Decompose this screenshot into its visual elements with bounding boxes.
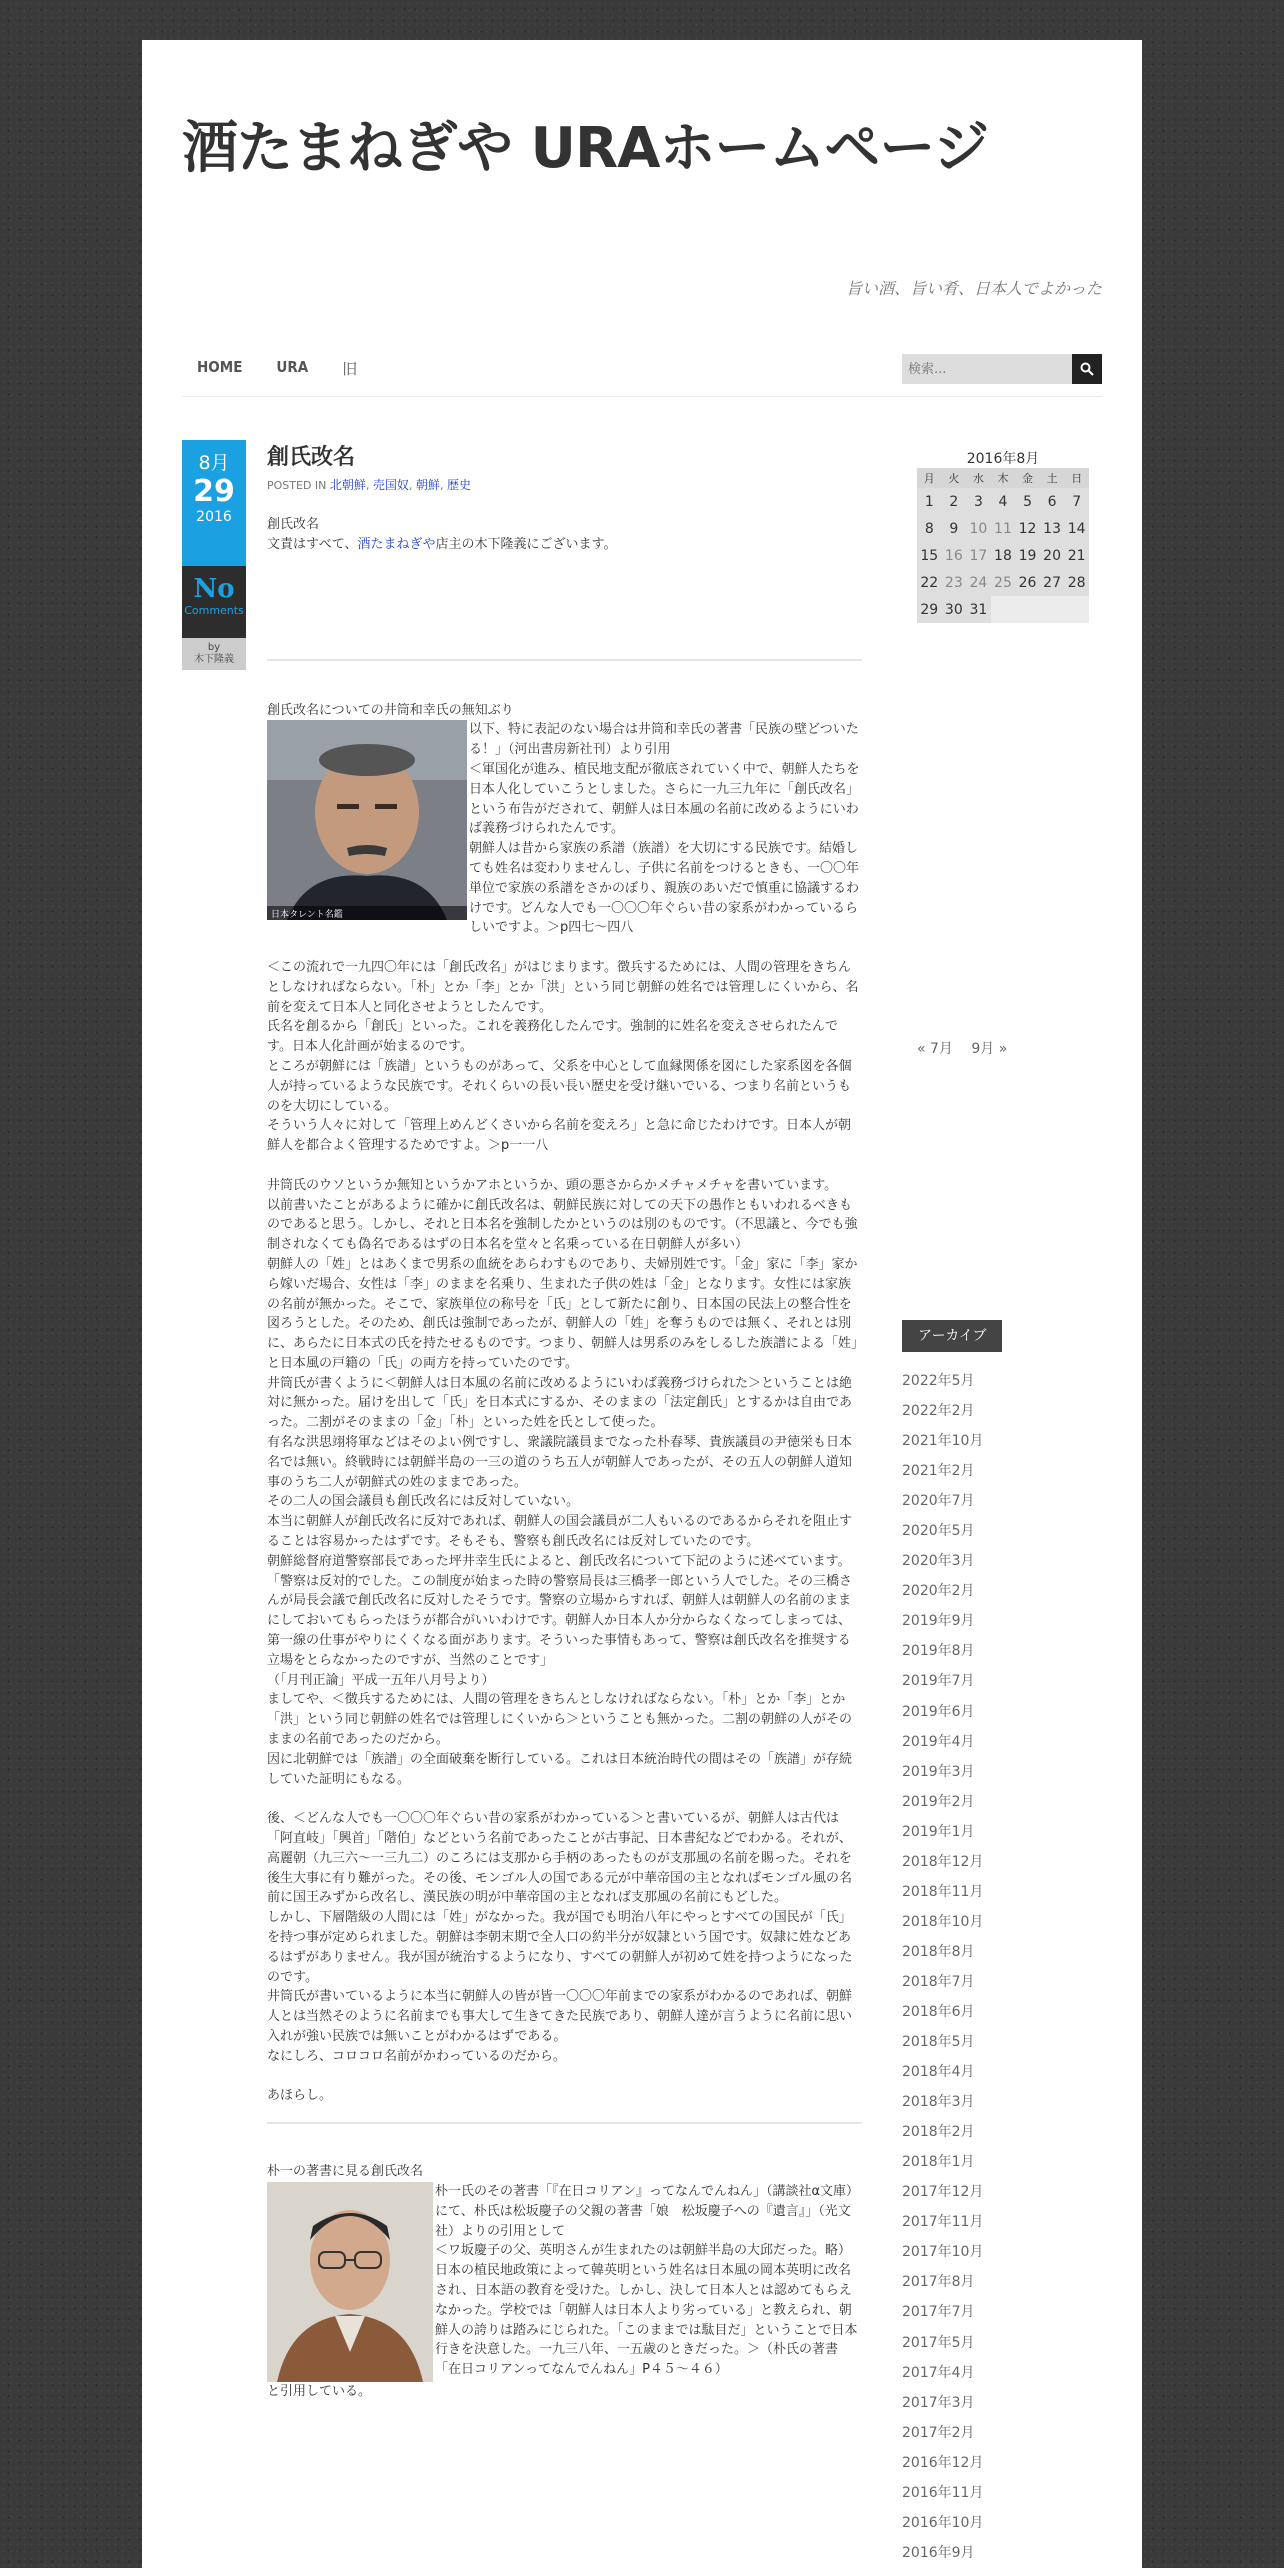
shop-link[interactable]: 酒たまねぎや bbox=[357, 536, 436, 552]
archive-list bbox=[902, 1366, 983, 2568]
category-link[interactable]: 売国奴 bbox=[372, 478, 409, 492]
archive-item[interactable]: 2016年10月 bbox=[902, 2514, 984, 2531]
paragraph: 朝鮮人は昔から家族の系譜（族譜）を大切にする民族です。結婚しても姓名は変わりませんし、子供に名前をつけるときも、一〇〇年単位で家族の系譜をさかのぼり、親族のあいだで慎重に協議するわけです。どんな人でも一〇〇〇年ぐらい昔の家系がわかっているらしいですよ。＞p四七～四八 bbox=[469, 841, 860, 936]
paragraph: 井筒氏が書くように＜朝鮮人は日本風の名前に改めるようにいわば義務づけられた＞ということは絶対に無かった。届けを出して「氏」を日本式にするか、そのままの「法定創氏」とするかは自由であった。二割がそのままの「金」「朴」といった姓を氏として使った。 bbox=[267, 1375, 853, 1431]
archive-item[interactable]: 2017年12月 bbox=[902, 2184, 984, 2201]
paragraph: 有名な洪思翊将軍などはそのよい例ですし、衆議院議員までなった朴春琴、貴族議員の尹徳栄も日本名では無い。終戦時には朝鮮半島の一三の道のうち五人が朝鮮人であったが、その五人の朝鮮人道知事のうち二人が朝鮮式の姓のままであった。 bbox=[267, 1435, 853, 1490]
section-1-body bbox=[267, 720, 862, 2106]
post-article bbox=[267, 440, 862, 2402]
paragraph bbox=[267, 1789, 862, 1809]
calendar-week-row bbox=[917, 542, 1089, 569]
paragraph: その二人の国会議員も創氏改名には反対していない。 bbox=[267, 1494, 580, 1510]
archive-item[interactable]: 2018年6月 bbox=[902, 2003, 975, 2020]
archive-item[interactable]: 2018年10月 bbox=[902, 1913, 984, 1930]
paragraph: 以下、特に表記のない場合は井筒和幸氏の著書「民族の壁どついたる！」（河出書房新社刊）より引用 bbox=[469, 722, 859, 758]
paragraph: そういう人々に対して「管理上めんどくさいから名前を変えろ」と急に命じたわけです。日本人が朝鮮人を都合よく管理するためですよ。＞p一一八 bbox=[267, 1118, 851, 1154]
calendar-day[interactable]: 6 bbox=[1040, 488, 1065, 515]
archive-item[interactable]: 2019年2月 bbox=[902, 1793, 975, 1810]
archive-item[interactable]: 2022年2月 bbox=[902, 1403, 975, 1420]
calendar-nav bbox=[917, 1038, 1021, 1058]
calendar-day[interactable]: 19 bbox=[1015, 542, 1040, 569]
nav-item-home[interactable]: HOME bbox=[197, 358, 243, 376]
paragraph: 朝鮮人の「姓」とはあくまで男系の血統をあらわすものであり、夫婦別姓です。「金」家に「李」家から嫁いだ場合、女性は「李」のままを名乗り、生まれた子供の姓は「金」となります。女性には家族の名前が無かった。そこで、家族単位の称号を「氏」として新たに創り、日本国の民法上の整合性を図ろうとした。そのため、創氏は強制であったが、朝鮮人の「姓」を奪うものでは無く、それとは別に、あらたに日本式の氏を持たせるものです。つまり、朝鮮人は男系のみをしるした族譜による「姓」と日本風の戸籍の「氏」の両方を持っていたのです。 bbox=[267, 1256, 858, 1371]
calendar-day[interactable]: 8 bbox=[917, 515, 942, 542]
paragraph: 井筒氏が書いているように本当に朝鮮人の皆が皆一〇〇〇年前までの家系がわかるのであれば、朝鮮人とは当然そのように名前までも事大して生きてきた民族であり、朝鮮人達が言うように名前に思い入れが強い民族では無いことがわかるはずである。 bbox=[267, 1989, 853, 2044]
section-divider bbox=[267, 659, 862, 661]
category-link[interactable]: 北朝鮮 bbox=[329, 478, 366, 492]
paragraph: 朝鮮総督府道警察部長であった坪井幸生氏によると、創氏改名について下記のように述べています。 bbox=[267, 1553, 851, 1569]
archive-item[interactable]: 2019年1月 bbox=[902, 1823, 975, 1840]
calendar-caption: 2016年8月 bbox=[966, 451, 1040, 467]
calendar-day[interactable]: 20 bbox=[1040, 542, 1065, 569]
post-meta-label: POSTED IN bbox=[267, 479, 327, 492]
post-meta: POSTED IN 北朝鮮, 売国奴, 朝鮮, 歴史 bbox=[267, 478, 471, 492]
calendar-week-row bbox=[917, 515, 1089, 542]
archive-item[interactable]: 2016年9月 bbox=[902, 2544, 975, 2561]
calendar-day[interactable]: 10 bbox=[966, 515, 991, 542]
calendar-day[interactable]: 17 bbox=[966, 542, 991, 569]
post-date-box bbox=[182, 440, 246, 670]
paragraph: と引用している。 bbox=[267, 2383, 372, 2399]
author-name[interactable]: 木下隆義 bbox=[194, 654, 234, 665]
calendar-day[interactable]: 4 bbox=[991, 488, 1016, 515]
calendar-day[interactable]: 14 bbox=[1064, 515, 1089, 542]
section-2 bbox=[267, 2162, 862, 2402]
paragraph: 氏名を創るから「創氏」といった。これを義務化したんです。強制的に姓名を変えさせられたんです。日本人化計画が始まるのです。 bbox=[267, 1019, 838, 1055]
post-date-month: 8月 bbox=[198, 452, 230, 474]
paragraph: （「月刊正論」平成一五年八月号より） bbox=[267, 1672, 495, 1688]
paragraph: ところが朝鮮には「族譜」というものがあって、父系を中心として血縁関係を図にした家系図を各個人が持っているような民族です。それくらいの長い長い歴史を受け継いでいる、つまり名前というものを大切にしている。 bbox=[267, 1058, 852, 1114]
calendar-day[interactable]: 15 bbox=[917, 542, 942, 569]
main-nav bbox=[197, 358, 357, 379]
post-title[interactable]: 創氏改名 bbox=[267, 445, 356, 470]
section-1 bbox=[267, 701, 862, 2107]
comment-count-box[interactable] bbox=[182, 566, 246, 638]
archive-item[interactable]: 2019年3月 bbox=[902, 1763, 975, 1780]
intro-line: 創氏改名 bbox=[267, 517, 320, 532]
archive-item[interactable]: 2018年1月 bbox=[902, 2154, 975, 2171]
comment-label: Comments bbox=[184, 604, 244, 617]
archive-heading: アーカイブ bbox=[902, 1320, 1002, 1352]
post-date-day: 29 bbox=[193, 474, 235, 509]
weekday: 水 bbox=[966, 468, 991, 488]
nav-item-old[interactable]: 旧 bbox=[342, 360, 358, 378]
paragraph: 朴一氏のその著書「『在日コリアン』ってなんでんねん」（講談社α文庫）にて、朴氏は松坂慶子の父親の著書「娘 松坂慶子への『遺言』」（光文社）よりの引用として bbox=[435, 2183, 860, 2239]
author-by: by bbox=[207, 642, 221, 653]
archive-item[interactable]: 2017年7月 bbox=[902, 2304, 975, 2321]
weekday: 木 bbox=[991, 468, 1016, 488]
calendar-day[interactable]: 22 bbox=[917, 569, 942, 596]
paragraph: なにしろ、コロコロ名前がかわっているのだから。 bbox=[267, 2048, 566, 2064]
calendar-day[interactable]: 11 bbox=[991, 515, 1016, 542]
paragraph bbox=[267, 1156, 862, 1176]
calendar-day[interactable]: 2 bbox=[942, 488, 967, 515]
calendar-empty-cell bbox=[1015, 596, 1040, 623]
archive-item[interactable]: 2019年8月 bbox=[902, 1643, 975, 1660]
archive-item[interactable]: 2017年2月 bbox=[902, 2424, 975, 2441]
calendar-day[interactable]: 18 bbox=[991, 542, 1016, 569]
calendar-empty-cell bbox=[991, 596, 1016, 623]
paragraph: ましてや、＜徴兵するためには、人間の管理をきちんとしなければならない。「朴」とか「李」とか「洪」という同じ朝鮮の姓名では管理しにくいから＞ということも無かった。二割の朝鮮の人がそのままの名前であったのだから。 bbox=[267, 1692, 853, 1748]
calendar-day[interactable]: 23 bbox=[942, 569, 967, 596]
photo-caption: 日本タレント名鑑 bbox=[271, 910, 343, 921]
paragraph: しかし、下層階級の人間には「姓」がなかった。我が国でも明治八年にやっとすべての国民が「氏」を持つ事が定められました。朝鮮は李朝末期で全人口の約半分が奴隷という国です。奴隷に姓などあるはずがありません。我が国が統治するようになり、すべての朝鮮人が初めて姓を持つようになったのです。 bbox=[267, 1910, 853, 1985]
calendar-widget bbox=[917, 448, 1089, 1057]
site-tagline: 旨い酒、旨い肴、日本人でよかった bbox=[845, 279, 1102, 298]
paragraph: ＜この流れで一九四〇年には「創氏改名」がはじまります。徴兵するためには、人間の管理をきちんとしなければならない。「朴」とか「李」とか「洪」という同じ朝鮮の姓名では管理しにくいから、名前を変えて日本人と同化させようとしたんです。 bbox=[267, 959, 859, 1015]
weekday: 金 bbox=[1015, 468, 1040, 488]
post-author-box bbox=[182, 638, 246, 670]
portrait-image bbox=[267, 2182, 433, 2382]
search-icon bbox=[1080, 362, 1094, 376]
calendar-day[interactable]: 29 bbox=[917, 596, 942, 623]
calendar-day[interactable]: 3 bbox=[966, 488, 991, 515]
archive-item[interactable]: 2020年2月 bbox=[902, 1583, 975, 1600]
archive-item[interactable]: 2016年12月 bbox=[902, 2454, 984, 2471]
calendar-next-link[interactable]: 9月 » bbox=[971, 1041, 1008, 1057]
archive-item[interactable]: 2019年6月 bbox=[902, 1703, 975, 1720]
paragraph: 以前書いたことがあるように確かに創氏改名は、朝鮮民族に対しての天下の愚作ともいわれるべきものであると思う。しかし、それと日本名を強制したかというのは別のものです。（不思議と、今でも強制されなくても偽名であるはずの日本名を堂々と名乗っている在日朝鮮人が多い） bbox=[267, 1197, 858, 1253]
archive-item[interactable]: 2018年8月 bbox=[902, 1943, 975, 1960]
paragraph bbox=[267, 2067, 862, 2087]
paragraph: 後、＜どんな人でも一〇〇〇年ぐらい昔の家系がわかっている＞と書いているが、朝鮮人は古代は「阿直岐」「興首」「階伯」などという名前であったことが古事記、日本書紀などでわかる。それが、高麗朝（九三六～一三九二）のころには支那から手柄のあったものが支那風の名前を賜った。それを後生大事に有り難がった。その後、モンゴル人の国である元が中華帝国の主となればモンゴル風の名前に国王みずから改名し、漢民族の明が中華帝国の主となれば支那風の名前にもどした。 bbox=[267, 1811, 853, 1906]
archive-item[interactable]: 2018年11月 bbox=[902, 1883, 984, 1900]
calendar-day[interactable]: 27 bbox=[1040, 569, 1065, 596]
archive-item[interactable]: 2018年4月 bbox=[902, 2064, 975, 2081]
category-link[interactable]: 朝鮮 bbox=[415, 478, 440, 492]
calendar-week-row bbox=[917, 488, 1089, 515]
calendar-day[interactable]: 5 bbox=[1015, 488, 1040, 515]
calendar-day[interactable]: 21 bbox=[1064, 542, 1089, 569]
post-date-year: 2016 bbox=[196, 509, 232, 525]
archive-item[interactable]: 2021年2月 bbox=[902, 1463, 975, 1480]
search-button[interactable] bbox=[1072, 354, 1102, 384]
search-input[interactable] bbox=[902, 354, 1072, 384]
author-photo-izutsu bbox=[267, 720, 467, 920]
post-date bbox=[182, 440, 246, 566]
archive-item[interactable]: 2017年3月 bbox=[902, 2394, 975, 2411]
archive-item[interactable]: 2018年12月 bbox=[902, 1853, 984, 1870]
calendar-day[interactable]: 28 bbox=[1064, 569, 1089, 596]
archive-item[interactable]: 2017年5月 bbox=[902, 2334, 975, 2351]
calendar-day[interactable]: 1 bbox=[917, 488, 942, 515]
archive-item[interactable]: 2019年9月 bbox=[902, 1613, 975, 1630]
archive-item[interactable]: 2018年3月 bbox=[902, 2094, 975, 2111]
archive-item[interactable]: 2020年3月 bbox=[902, 1553, 975, 1570]
calendar-empty-cell bbox=[1040, 596, 1065, 623]
paragraph: あほらし。 bbox=[267, 2088, 333, 2104]
paragraph: ＜ワ坂慶子の父、英明さんが生まれたのは朝鮮半島の大邱だった。略）日本の植民地政策によって韓英明という姓名は日本風の岡本英明に改名され、日本語の教育を受けた。しかし、決して日本人とは認めてもらえなかった。学校では「朝鮮人は日本人より劣っている」と教えられ、朝鮮人の誇りは踏みにじられた。「このままでは駄目だ」ということで日本行きを決意した。一九三八年、一五歳のときだった。＞（朴氏の著書「在日コリアンってなんでんねん」P４５～４６） bbox=[435, 2243, 858, 2378]
paragraph: 井筒氏のウソというか無知というかアホというか、頭の悪さからかメチャメチャを書いています。 bbox=[267, 1177, 838, 1193]
calendar-day[interactable]: 26 bbox=[1015, 569, 1040, 596]
section-heading: 創氏改名についての井筒和幸氏の無知ぶり bbox=[267, 702, 514, 718]
section-divider bbox=[267, 2122, 862, 2124]
archive-item[interactable]: 2018年7月 bbox=[902, 1973, 975, 1990]
calendar-day[interactable]: 13 bbox=[1040, 515, 1065, 542]
calendar-day[interactable]: 24 bbox=[966, 569, 991, 596]
calendar-day[interactable]: 16 bbox=[942, 542, 967, 569]
section-heading: 朴一の著書に見る創氏改名 bbox=[267, 2164, 424, 2180]
weekday: 日 bbox=[1064, 468, 1089, 488]
intro-line: 文責はすべて、酒たまねぎや店主の木下隆義にございます。 bbox=[267, 536, 617, 552]
paragraph: ＜軍国化が進み、植民地支配が徹底されていく中で、朝鮮人たちを日本人化していこうとしました。さらに一九三九年に「創氏改名」という布告がだされて、朝鮮人は日本風の名前に改めるようにいわば義務づけられたんです。 bbox=[469, 761, 860, 837]
weekday: 月 bbox=[917, 468, 942, 488]
category-link[interactable]: 歴史 bbox=[446, 478, 471, 492]
paragraph bbox=[267, 938, 862, 958]
archive-item[interactable]: 2020年5月 bbox=[902, 1523, 975, 1540]
calendar-week-row bbox=[917, 569, 1089, 596]
archive-item[interactable]: 2021年10月 bbox=[902, 1433, 984, 1450]
archive-item[interactable]: 2017年8月 bbox=[902, 2274, 975, 2291]
author-photo-park bbox=[267, 2182, 433, 2382]
site-title[interactable]: 酒たまねぎや URAホームページ bbox=[182, 116, 989, 181]
weekday: 土 bbox=[1040, 468, 1065, 488]
page-container bbox=[142, 40, 1142, 2568]
archive-item[interactable]: 2018年2月 bbox=[902, 2124, 975, 2141]
calendar-table bbox=[917, 468, 1089, 623]
calendar-day[interactable]: 7 bbox=[1064, 488, 1089, 515]
portrait-image bbox=[267, 720, 467, 920]
post-intro bbox=[267, 515, 862, 555]
weekday: 火 bbox=[942, 468, 967, 488]
calendar-day[interactable]: 25 bbox=[991, 569, 1016, 596]
calendar-prev-link[interactable]: « 7月 bbox=[917, 1041, 953, 1057]
archive-item[interactable]: 2022年5月 bbox=[902, 1373, 975, 1389]
calendar-day[interactable]: 30 bbox=[942, 596, 967, 623]
header-divider bbox=[182, 396, 1102, 397]
archive-item[interactable]: 2020年7月 bbox=[902, 1493, 975, 1510]
nav-item-ura[interactable]: URA bbox=[276, 358, 309, 376]
calendar-day[interactable]: 31 bbox=[966, 596, 991, 623]
calendar-day[interactable]: 9 bbox=[942, 515, 967, 542]
archive-item[interactable]: 2017年10月 bbox=[902, 2244, 984, 2261]
calendar-empty-cell bbox=[1064, 596, 1089, 623]
calendar-week-row bbox=[917, 596, 1089, 623]
paragraph: 因に北朝鮮では「族譜」の全面破棄を断行している。これは日本統治時代の間はその「族譜」が存続していた証明にもなる。 bbox=[267, 1751, 853, 1787]
search-form bbox=[902, 354, 1102, 384]
comment-count: No bbox=[193, 574, 235, 604]
paragraph: 「警察は反対的でした。この制度が始まった時の警察局長は三橋孝一郎という人でした。その三橋さんが局長会議で創氏改名に反対したそうです。警察の立場からすれば、朝鮮人は朝鮮人の名前のままにしておいてもらったほうが都合がいいわけです。朝鮮人か日本人か分からなくなってしまっては、第一線の仕事がやりにくくなる面があります。そういった事情もあって、警察は創氏改名を推奨する立場をとらなかったのですが、当然のことです」 bbox=[267, 1573, 853, 1668]
archive-item[interactable]: 2016年11月 bbox=[902, 2484, 984, 2501]
paragraph: 本当に朝鮮人が創氏改名に反対であれば、朝鮮人の国会議員が二人もいるのであるからそれを阻止することは容易かったはずです。そもそも、警察も創氏改名には反対していたのです。 bbox=[267, 1514, 853, 1550]
archive-item[interactable]: 2017年4月 bbox=[902, 2364, 975, 2381]
calendar-day[interactable]: 12 bbox=[1015, 515, 1040, 542]
calendar-weekdays bbox=[917, 468, 1089, 488]
archive-item[interactable]: 2017年11月 bbox=[902, 2214, 984, 2231]
archive-item[interactable]: 2019年7月 bbox=[902, 1673, 975, 1690]
archive-item[interactable]: 2018年5月 bbox=[902, 2034, 975, 2051]
archive-item[interactable]: 2019年4月 bbox=[902, 1733, 975, 1750]
